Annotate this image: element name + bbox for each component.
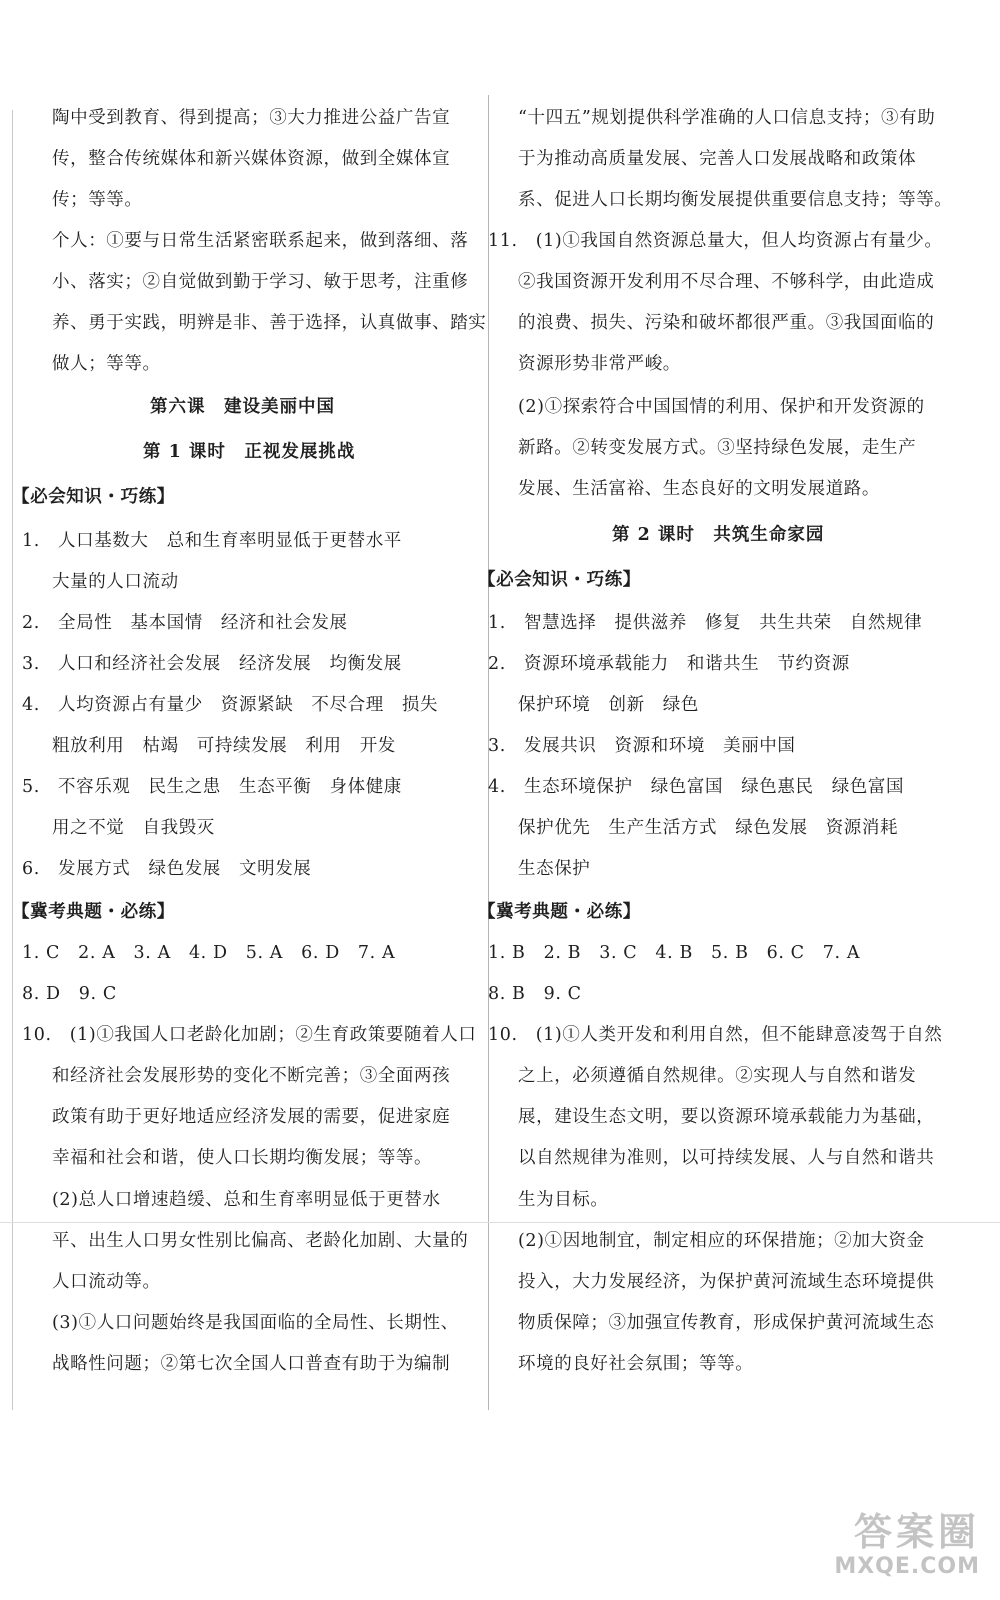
text-line: 平、出生人口男女性别比偏高、老龄化加剧、大量的 [52, 1231, 469, 1251]
text-line: 发展、生活富裕、生态良好的文明发展道路。 [518, 479, 880, 499]
text-line: 于为推动高质量发展、完善人口发展战略和政策体 [518, 149, 917, 169]
text-line: (2)①探索符合中国国情的利用、保护和开发资源的 [518, 397, 925, 417]
list-item: 用之不觉 自我毁灭 [52, 818, 215, 838]
text-line: (3)①人口问题始终是我国面临的全局性、长期性、 [52, 1313, 459, 1333]
answer-line: 1. B 2. B 3. C 4. B 5. B 6. C 7. A [488, 943, 861, 963]
text-line: “十四五”规划提供科学准确的人口信息支持；③有助 [518, 108, 936, 128]
list-item: 4. 人均资源占有量少 资源紧缺 不尽合理 损失 [22, 695, 439, 715]
text-line: 之上，必须遵循自然规律。②实现人与自然和谐发 [518, 1066, 917, 1086]
lesson-title: 第六课 建设美丽中国 [150, 397, 335, 417]
answer-line: 1. C 2. A 3. A 4. D 5. A 6. D 7. A [22, 943, 396, 963]
text-line: 11. (1)①我国自然资源总量大，但人均资源占有量少。 [488, 231, 943, 251]
list-item: 3. 发展共识 资源和环境 美丽中国 [488, 736, 796, 756]
text-line: (2)总人口增速趋缓、总和生育率明显低于更替水 [52, 1190, 441, 1210]
text-line: 系、促进人口长期均衡发展提供重要信息支持；等等。 [518, 190, 953, 210]
answer-line: 8. B 9. C [488, 984, 582, 1004]
text-line: 和经济社会发展形势的变化不断完善；③全面两孩 [52, 1066, 451, 1086]
section-header: 【冀考典题・必练】 [478, 902, 641, 922]
list-item: 生态保护 [518, 859, 591, 879]
text-line: 政策有助于更好地适应经济发展的需要，促进家庭 [52, 1107, 451, 1127]
list-item: 保护环境 创新 绿色 [518, 695, 699, 715]
list-item: 2. 全局性 基本国情 经济和社会发展 [22, 613, 348, 633]
list-item: 保护优先 生产生活方式 绿色发展 资源消耗 [518, 818, 899, 838]
text-line: (2)①因地制宜，制定相应的环保措施；②加大资金 [518, 1231, 925, 1251]
text-line: 战略性问题；②第七次全国人口普查有助于为编制 [52, 1354, 451, 1374]
list-item: 粗放利用 枯竭 可持续发展 利用 开发 [52, 736, 396, 756]
text-line: 个人：①要与日常生活紧密联系起来，做到落细、落 [52, 231, 469, 251]
list-item: 2. 资源环境承载能力 和谐共生 节约资源 [488, 654, 850, 674]
watermark-logo [834, 1510, 980, 1580]
list-item: 4. 生态环境保护 绿色富国 绿色惠民 绿色富国 [488, 777, 905, 797]
watermark-en: MXQE.COM [834, 1554, 980, 1579]
text-line: 小、落实；②自觉做到勤于学习、敏于思考，注重修 [52, 272, 469, 292]
text-line: 物质保障；③加强宣传教育，形成保护黄河流域生态 [518, 1313, 935, 1333]
list-item: 5. 不容乐观 民生之患 生态平衡 身体健康 [22, 777, 402, 797]
text-line: 投入，大力发展经济，为保护黄河流域生态环境提供 [518, 1272, 935, 1292]
section-header: 【必会知识・巧练】 [12, 487, 175, 507]
list-item: 大量的人口流动 [52, 572, 179, 592]
text-line: 环境的良好社会氛围；等等。 [518, 1354, 754, 1374]
text-line: 10. (1)①人类开发和利用自然，但不能肆意凌驾于自然 [488, 1025, 943, 1045]
text-line: 生为目标。 [518, 1190, 609, 1210]
period-title: 第 2 课时 共筑生命家园 [612, 525, 825, 545]
list-item: 1. 智慧选择 提供滋养 修复 共生共荣 自然规律 [488, 613, 923, 633]
text-line: 新路。②转变发展方式。③坚持绿色发展，走生产 [518, 438, 917, 458]
answer-line: 8. D 9. C [22, 984, 117, 1004]
text-line: 资源形势非常严峻。 [518, 354, 681, 374]
section-header: 【冀考典题・必练】 [12, 902, 175, 922]
text-line: 养、勇于实践，明辨是非、善于选择，认真做事、踏实 [52, 313, 487, 333]
period-title: 第 1 课时 正视发展挑战 [143, 442, 356, 462]
list-item: 1. 人口基数大 总和生育率明显低于更替水平 [22, 531, 402, 551]
text-line: ②我国资源开发利用不尽合理、不够科学，由此造成 [518, 272, 935, 292]
text-line: 的浪费、损失、污染和破坏都很严重。③我国面临的 [518, 313, 935, 333]
text-line: 传；等等。 [52, 190, 143, 210]
text-line: 幸福和社会和谐，使人口长期均衡发展；等等。 [52, 1148, 433, 1168]
section-header: 【必会知识・巧练】 [478, 570, 641, 590]
text-line: 陶中受到教育、得到提高；③大力推进公益广告宣 [52, 108, 451, 128]
text-line: 以自然规律为准则，以可持续发展、人与自然和谐共 [518, 1148, 935, 1168]
text-line: 做人；等等。 [52, 354, 161, 374]
page-edge-line [12, 110, 13, 1410]
list-item: 6. 发展方式 绿色发展 文明发展 [22, 859, 312, 879]
text-line: 人口流动等。 [52, 1272, 161, 1292]
list-item: 3. 人口和经济社会发展 经济发展 均衡发展 [22, 654, 402, 674]
text-line: 10. (1)①我国人口老龄化加剧；②生育政策要随着人口 [22, 1025, 477, 1045]
watermark-cn: 答案圈 [853, 1510, 980, 1554]
text-line: 传，整合传统媒体和新兴媒体资源，做到全媒体宣 [52, 149, 451, 169]
text-line: 展，建设生态文明，要以资源环境承载能力为基础， [518, 1107, 935, 1127]
scan-fold-line [0, 1222, 1000, 1223]
